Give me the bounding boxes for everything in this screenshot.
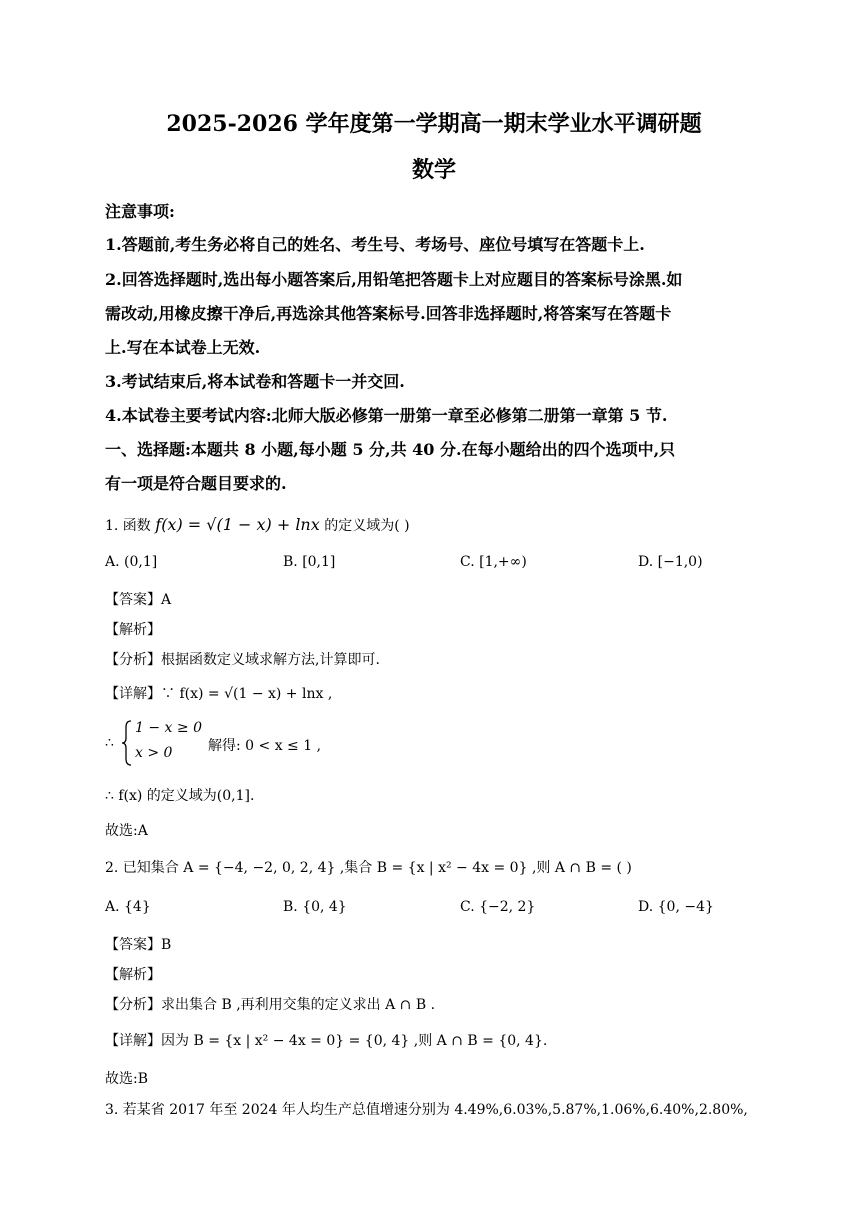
brace-icon — [121, 720, 133, 766]
q2-answer: 【答案】B — [105, 937, 172, 953]
q1-option-b: B. [0,1] — [283, 554, 336, 570]
q2-stem: 2. 已知集合 A = {−4, −2, 0, 2, 4} ,集合 B = {x | x² − 4x = 0} ,则 A ∩ B = ( ) — [105, 860, 632, 876]
q1-detail: 【详解】∵ f(x) = √(1 − x) + lnx , — [105, 686, 333, 702]
q1-suffix: 的定义域为( ) — [324, 518, 410, 534]
q3-stem: 3. 若某省 2017 年至 2024 年人均生产总值增速分别为 4.49%,6.03%,5.87%,1.06%,6.40%,2.80%, — [105, 1102, 748, 1118]
q1-stem — [105, 515, 410, 535]
q1-answer: 【答案】A — [105, 592, 172, 608]
q1-sys-line-1: 1 − x ≥ 0 — [135, 720, 202, 736]
note-2-line-3: 上.写在本试卷上无效. — [105, 338, 261, 357]
q1-inequality-system — [105, 718, 325, 768]
note-2-line-1: 2.回答选择题时,选出每小题答案后,用铅笔把答题卡上对应题目的答案标号涂黑.如 — [105, 270, 683, 289]
q1-prefix: 1. 函数 — [105, 518, 151, 534]
q2-option-b: B. {0, 4} — [283, 899, 347, 915]
q1-fenxi: 【分析】根据函数定义域求解方法,计算即可. — [105, 652, 380, 668]
q2-option-d: D. {0, −4} — [638, 899, 714, 915]
subject-title: 数学 — [411, 157, 456, 183]
q2-option-a: A. {4} — [105, 899, 151, 915]
q1-choose: 故选:A — [105, 823, 148, 839]
q2-detail: 【详解】因为 B = {x | x² − 4x = 0} = {0, 4} ,则 A ∩ B = {0, 4}. — [105, 1033, 548, 1049]
q1-function: f(x) = √(1 − x) + lnx — [155, 515, 320, 534]
notes-heading: 注意事项: — [105, 202, 175, 221]
q2-fenxi: 【分析】求出集合 B ,再利用交集的定义求出 A ∩ B . — [105, 997, 436, 1013]
q1-sys-line-2: x > 0 — [135, 745, 173, 761]
section-1-line-2: 有一项是符合题目要求的. — [105, 474, 287, 493]
q1-option-a: A. (0,1] — [105, 554, 158, 570]
q1-option-d: D. [−1,0) — [638, 554, 703, 570]
q1-jiexi: 【解析】 — [105, 622, 161, 638]
note-2-line-2: 需改动,用橡皮擦干净后,再选涂其他答案标号.回答非选择题时,将答案写在答题卡 — [105, 304, 672, 323]
q1-therefore: ∴ — [105, 735, 114, 751]
section-1-line-1: 一、选择题:本题共 8 小题,每小题 5 分,共 40 分.在每小题给出的四个选项中,只 — [105, 440, 676, 459]
q2-choose: 故选:B — [105, 1071, 149, 1087]
q2-jiexi: 【解析】 — [105, 967, 161, 983]
note-3: 3.考试结束后,将本试卷和答题卡一并交回. — [105, 372, 405, 391]
note-4: 4.本试卷主要考试内容:北师大版必修第一册第一章至必修第二册第一章第 5 节. — [105, 406, 668, 425]
q1-domain: ∴ f(x) 的定义域为(0,1]. — [105, 788, 255, 804]
q2-option-c: C. {−2, 2} — [460, 899, 536, 915]
exam-title: 2025-2026 学年度第一学期高一期末学业水平调研题 — [166, 111, 702, 137]
q1-option-c: C. [1,+∞) — [460, 554, 527, 570]
note-1: 1.答题前,考生务必将自己的姓名、考生号、考场号、座位号填写在答题卡上. — [105, 235, 645, 254]
q1-solve: 解得: 0 < x ≤ 1 , — [208, 738, 322, 754]
